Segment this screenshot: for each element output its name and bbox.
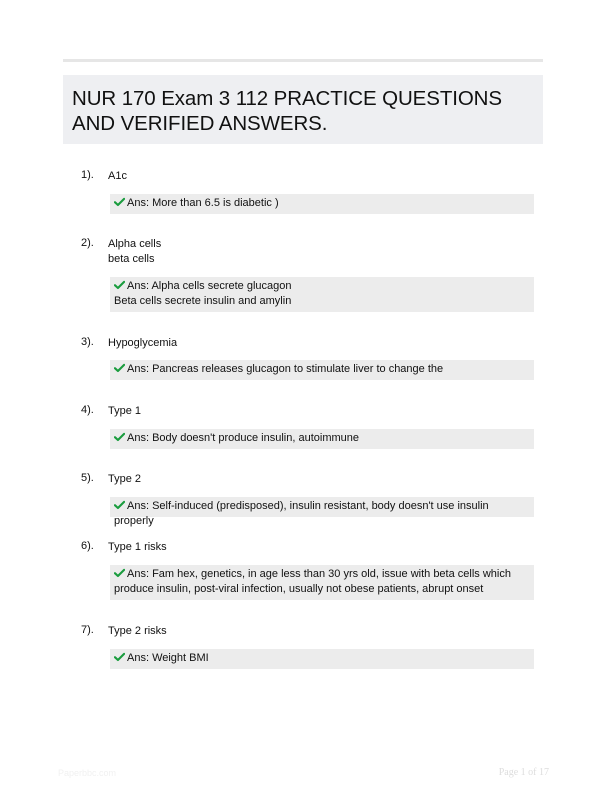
answer-text: Ans: Self-induced (predisposed), insulin resistant, body doesn't use insulin properly [114,500,489,527]
answer-box [110,277,534,312]
answer-text: Ans: Body doesn't produce insulin, autoimmune [127,432,360,444]
check-icon [114,568,125,578]
question-number: 4). [81,404,94,416]
answer-box [110,565,534,600]
question-number: 1). [81,169,94,181]
check-icon [114,280,125,290]
answer-box [110,194,534,214]
question-text: Hypoglycemia [108,337,178,349]
answer-text-line2: produce insulin, post-viral infection, usually not obese patients, abrupt onset [114,583,484,595]
answer-box [110,360,534,380]
question-number: 2). [81,237,94,249]
check-icon [114,197,125,207]
answer-text: Ans: More than 6.5 is diabetic ) [127,197,279,209]
question-text: Type 1 [108,405,142,417]
question-text: Alpha cells beta cells [108,238,162,265]
check-icon [114,500,125,510]
document-title: NUR 170 Exam 3 112 PRACTICE QUESTIONS AND VERIFIED ANSWERS. [72,87,502,135]
title-banner [63,75,543,144]
answer-box [110,497,534,527]
question-text: Type 2 risks [108,625,167,637]
answer-box [110,429,534,449]
answer-text-line2: Beta cells secrete insulin and amylin [114,295,292,307]
answer-text: Ans: Weight BMI [127,652,209,664]
question-number: 6). [81,540,94,552]
question-text: Type 2 [108,473,142,485]
question-text: A1c [108,170,127,182]
question-number: 3). [81,336,94,348]
footer-site: Paperbbc.com [58,768,117,778]
check-icon [114,432,125,442]
check-icon [114,652,125,662]
question-number: 5). [81,472,94,484]
answer-text: Ans: Alpha cells secrete glucagon [127,280,292,292]
answer-text: Ans: Fam hex, genetics, in age less than 30 yrs old, issue with beta cells which [127,568,511,580]
question-number: 7). [81,624,94,636]
answer-text: Ans: Pancreas releases glucagon to stimulate liver to change the [127,363,444,375]
answer-box [110,649,534,669]
question-text: Type 1 risks [108,541,167,553]
check-icon [114,363,125,373]
page-number: Page 1 of 17 [498,767,549,778]
top-divider [63,59,543,62]
